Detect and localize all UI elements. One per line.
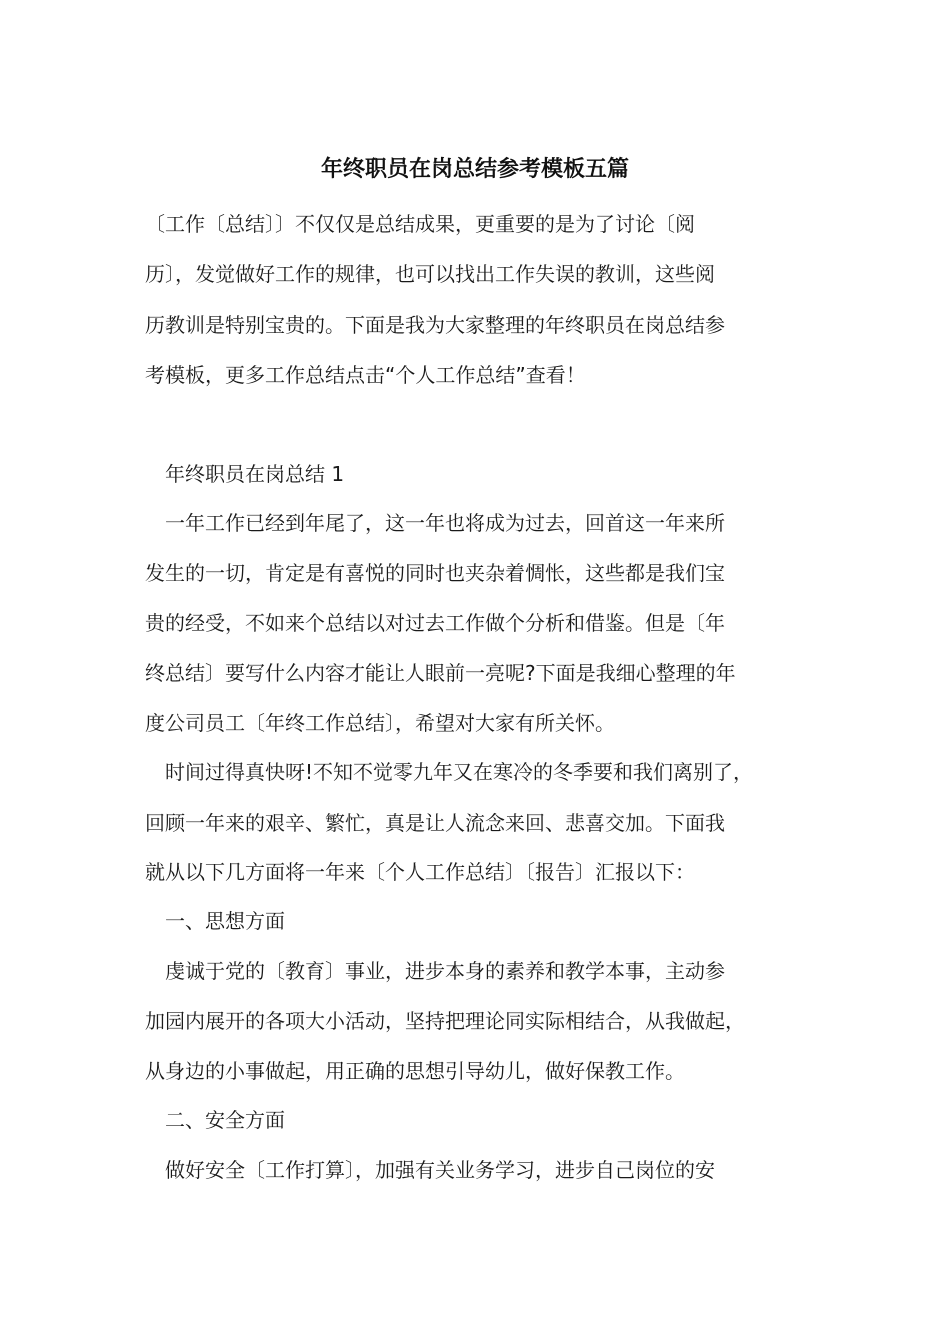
paragraph-line: 就从以下几方面将一年来〔个人工作总结〕〔报告〕汇报以下： [145, 860, 695, 884]
paragraph-line: 发生的一切，肯定是有喜悦的同时也夹杂着惆怅，这些都是我们宝 [145, 561, 725, 585]
paragraph-line: 度公司员工〔年终工作总结〕，希望对大家有所关怀。 [145, 711, 615, 735]
paragraph-line: 从身边的小事做起，用正确的思想引导幼儿，做好保教工作。 [145, 1059, 685, 1083]
paragraph-line: 终总结〕要写什么内容才能让人眼前一亮呢?下面是我细心整理的年 [145, 661, 736, 685]
paragraph-line: 时间过得真快呀!不知不觉零九年又在寒冷的冬季要和我们离别了， [165, 760, 754, 784]
paragraph-line: 〔工作〔总结〕〕不仅仅是总结成果，更重要的是为了讨论〔阅 [145, 212, 695, 236]
paragraph-line: 回顾一年来的艰辛、繁忙，真是让人流念来回、悲喜交加。下面我 [145, 811, 725, 835]
section-heading: 一、思想方面 [165, 909, 285, 933]
section-heading: 二、安全方面 [165, 1108, 285, 1132]
paragraph-line: 加园内展开的各项大小活动，坚持把理论同实际相结合，从我做起， [145, 1009, 745, 1033]
paragraph-line: 历教训是特别宝贵的。下面是我为大家整理的年终职员在岗总结参 [145, 313, 725, 337]
paragraph-line: 贵的经受，不如来个总结以对过去工作做个分析和借鉴。但是〔年 [145, 611, 725, 635]
section-heading: 年终职员在岗总结 1 [165, 462, 345, 486]
paragraph-line: 历〕，发觉做好工作的规律，也可以找出工作失误的教训，这些阅 [145, 262, 715, 286]
paragraph-line: 一年工作已经到年尾了，这一年也将成为过去，回首这一年来所 [165, 511, 725, 535]
document-title: 年终职员在岗总结参考模板五篇 [320, 157, 629, 182]
paragraph-line: 做好安全〔工作打算〕，加强有关业务学习，进步自己岗位的安 [165, 1158, 715, 1182]
paragraph-line: 考模板，更多工作总结点击“个人工作总结”查看！ [145, 363, 586, 387]
paragraph-line: 虔诚于党的〔教育〕事业，进步本身的素养和教学本事，主动参 [165, 959, 725, 983]
